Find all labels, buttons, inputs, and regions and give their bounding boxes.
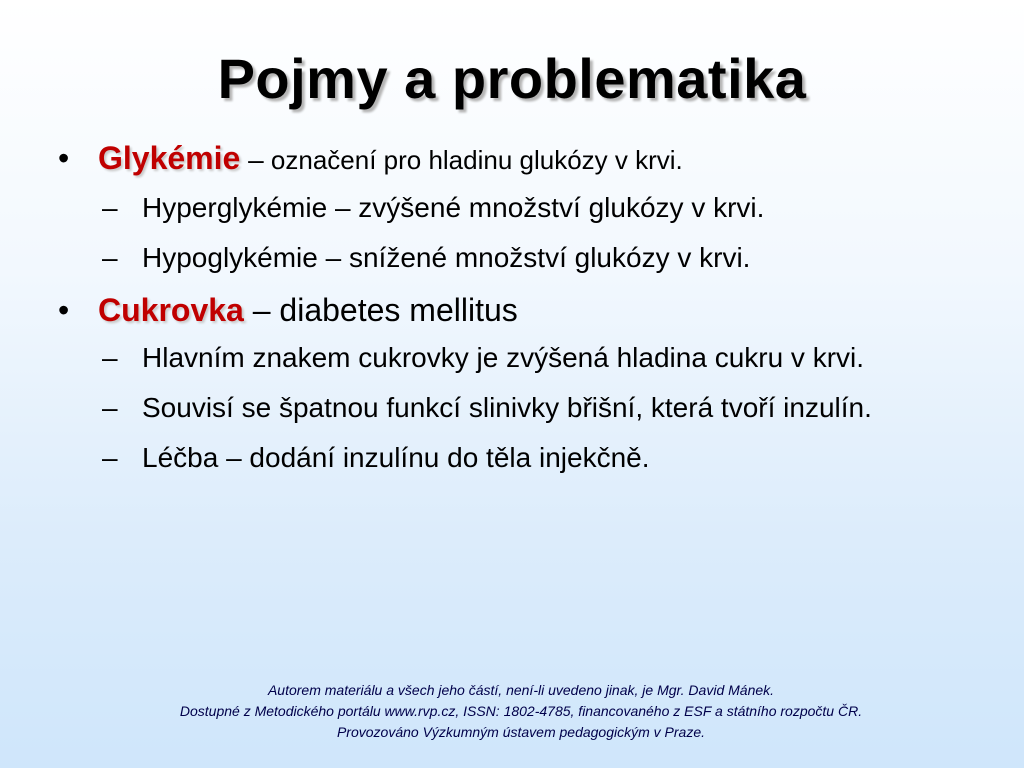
sub-item-text: Souvisí se špatnou funkcí slinivky břišní, která tvoří inzulín. xyxy=(142,392,872,423)
term-description: označení pro hladinu glukózy v krvi. xyxy=(263,145,683,175)
footer-credits xyxy=(0,680,1024,743)
dash-marker: – xyxy=(102,342,118,373)
sub-list-cukrovka xyxy=(98,338,956,478)
term-cukrovka: Cukrovka xyxy=(98,292,244,328)
term-dash: – xyxy=(243,292,271,328)
sub-item-text: Hypoglykémie – snížené množství glukózy v krvi. xyxy=(142,242,751,273)
sub-item-hypoglykemie xyxy=(98,238,942,278)
slide-content xyxy=(56,136,956,488)
sub-list-glykemie xyxy=(98,188,956,278)
footer-line-source: Dostupné z Metodického portálu www.rvp.cz, ISSN: 1802-4785, financovaného z ESF a státního rozpočtu ČR. xyxy=(179,703,863,719)
sub-item-slinivka xyxy=(98,388,942,428)
footer-line-operator: Provozováno Výzkumným ústavem pedagogickým v Praze. xyxy=(336,724,706,740)
sub-item-text: Léčba – dodání inzulínu do těla injekčně. xyxy=(142,442,650,473)
term-glykemie: Glykémie xyxy=(98,140,241,176)
bullet-dot-icon: • xyxy=(58,140,70,176)
dash-marker: – xyxy=(102,242,118,273)
bullet-cukrovka xyxy=(56,288,956,332)
dash-marker: – xyxy=(102,442,118,473)
footer-line-author: Autorem materiálu a všech jeho částí, není-li uvedeno jinak, je Mgr. David Mánek. xyxy=(267,682,775,698)
sub-item-text: Hlavním znakem cukrovky je zvýšená hladina cukru v krvi. xyxy=(142,342,865,373)
sub-item-hyperglykemie xyxy=(98,188,942,228)
slide-title: Pojmy a problematika xyxy=(217,47,807,110)
bullet-dot-icon: • xyxy=(58,292,70,328)
sub-item-text: Hyperglykémie – zvýšené množství glukózy v krvi. xyxy=(142,192,765,223)
term-dash: – xyxy=(240,144,264,175)
bullet-glykemie xyxy=(56,136,956,182)
dash-marker: – xyxy=(102,192,118,223)
term-description: diabetes mellitus xyxy=(270,292,518,328)
dash-marker: – xyxy=(102,392,118,423)
sub-item-hlavni-znak xyxy=(98,338,942,378)
sub-item-lecba xyxy=(98,438,942,478)
